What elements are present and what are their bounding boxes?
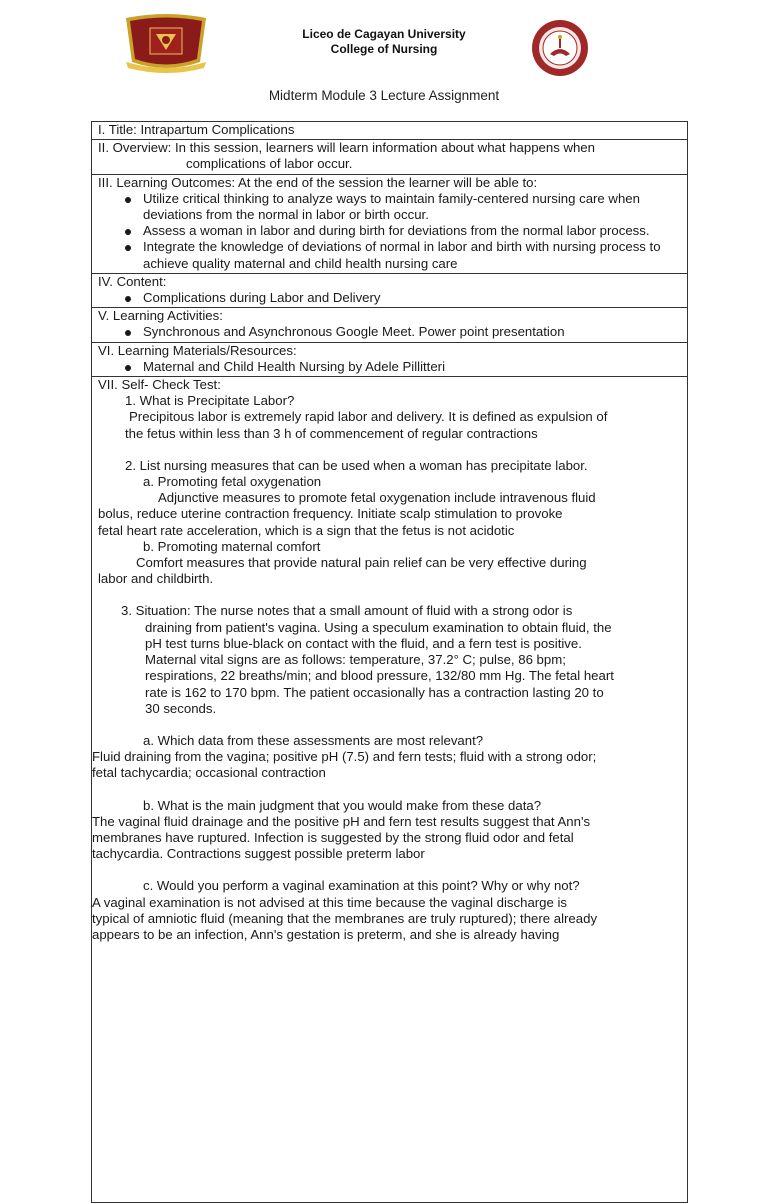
answer-3b-line: tachycardia. Contractions suggest possible preterm labor — [92, 846, 425, 862]
answer-1-line: Precipitous labor is extremely rapid labor and delivery. It is defined as expulsion of — [129, 409, 608, 425]
answer-2b-line: labor and childbirth. — [98, 571, 214, 587]
overview-line-1: II. Overview: In this session, learners will learn information about what happens when — [98, 140, 595, 156]
answer-3c-line: appears to be an infection, Ann's gestation is preterm, and she is already having — [92, 926, 560, 942]
activities-item: Synchronous and Asynchronous Google Meet. Power point presentation — [98, 324, 683, 340]
question-3b: b. What is the main judgment that you would make from these data? — [143, 797, 542, 813]
section-content — [92, 274, 687, 308]
answer-2b-line: Comfort measures that provide natural pain relief can be very effective during — [136, 555, 587, 571]
section-overview — [92, 140, 687, 174]
answer-1-line: the fetus within less than 3 h of commencement of regular contractions — [125, 425, 538, 441]
section-title-text: I. Title: Intrapartum Complications — [98, 122, 295, 137]
question-2b: b. Promoting maternal comfort — [143, 538, 321, 554]
outcome-item: Integrate the knowledge of deviations of normal in labor and birth with nursing process to achieve quality maternal and child health nursing care — [98, 239, 683, 271]
answer-3c-line: typical of amniotic fluid (meaning that the membranes are truly ruptured); there already — [92, 910, 598, 926]
section-learning-activities — [92, 308, 687, 342]
section-self-check-test — [92, 377, 687, 1202]
materials-item: Maternal and Child Health Nursing by Adele Pillitteri — [98, 359, 683, 375]
answer-3a-line: Fluid draining from the vagina; positive pH (7.5) and fern tests; fluid with a strong odor; — [92, 749, 597, 765]
outcomes-heading: III. Learning Outcomes: At the end of the session the learner will be able to: — [98, 174, 538, 190]
content-heading: IV. Content: — [98, 273, 167, 289]
question-3c: c. Would you perform a vaginal examination at this point? Why or why not? — [143, 878, 580, 894]
answer-2a-line: fetal heart rate acceleration, which is a sign that the fetus is not acidotic — [98, 522, 515, 538]
answer-3b-line: The vaginal fluid drainage and the positive pH and fern test results suggest that Ann's — [92, 813, 591, 829]
question-3a: a. Which data from these assessments are most relevant? — [143, 732, 484, 748]
question-3-line: pH test turns blue-black on contact with the fluid, and a fern test is positive. — [145, 635, 582, 651]
college-of-nursing-seal-logo — [530, 18, 590, 78]
question-2: 2. List nursing measures that can be used when a woman has precipitate labor. — [125, 457, 588, 473]
university-name: Liceo de Cagayan University — [302, 27, 466, 41]
question-2a: a. Promoting fetal oxygenation — [143, 474, 322, 490]
assignment-table — [91, 121, 688, 1203]
self-check-heading: VII. Self- Check Test: — [98, 377, 221, 393]
question-3-line: rate is 162 to 170 bpm. The patient occasionally has a contraction lasting 20 to — [145, 684, 604, 700]
answer-3b-line: membranes have ruptured. Infection is suggested by the strong fluid odor and fetal — [92, 829, 574, 845]
overview-line-2: complications of labor occur. — [186, 156, 353, 172]
answer-2a-line: Adjunctive measures to promote fetal oxygenation include intravenous fluid — [158, 490, 596, 506]
assignment-title: Midterm Module 3 Lecture Assignment — [268, 88, 500, 103]
outcome-item: Assess a woman in labor and during birth for deviations from the normal labor process. — [98, 223, 683, 239]
answer-3a-line: fetal tachycardia; occasional contraction — [92, 765, 326, 781]
college-name: College of Nursing — [330, 42, 438, 56]
outcome-item: Utilize critical thinking to analyze ways to maintain family-centered nursing care when deviations from the normal in labor or birth occur. — [98, 191, 683, 223]
question-3-line: 30 seconds. — [145, 700, 217, 716]
section-learning-materials — [92, 343, 687, 377]
question-3-line: respirations, 22 breaths/min; and blood pressure, 132/80 mm Hg. The fetal heart — [145, 668, 614, 684]
content-item: Complications during Labor and Delivery — [98, 290, 683, 306]
materials-heading: VI. Learning Materials/Resources: — [98, 342, 297, 358]
question-3-line: 3. Situation: The nurse notes that a small amount of fluid with a strong odor is — [121, 603, 573, 619]
section-title — [92, 122, 687, 140]
question-3-line: Maternal vital signs are as follows: temperature, 37.2° C; pulse, 86 bpm; — [145, 652, 566, 668]
activities-heading: V. Learning Activities: — [98, 308, 223, 324]
section-learning-outcomes — [92, 175, 687, 274]
question-3-line: draining from patient's vagina. Using a speculum examination to obtain fluid, the — [145, 619, 612, 635]
question-1: 1. What is Precipitate Labor? — [125, 393, 295, 409]
answer-3c-line: A vaginal examination is not advised at this time because the vaginal discharge is — [92, 894, 568, 910]
answer-2a-line: bolus, reduce uterine contraction frequency. Initiate scalp stimulation to provoke — [98, 506, 563, 522]
